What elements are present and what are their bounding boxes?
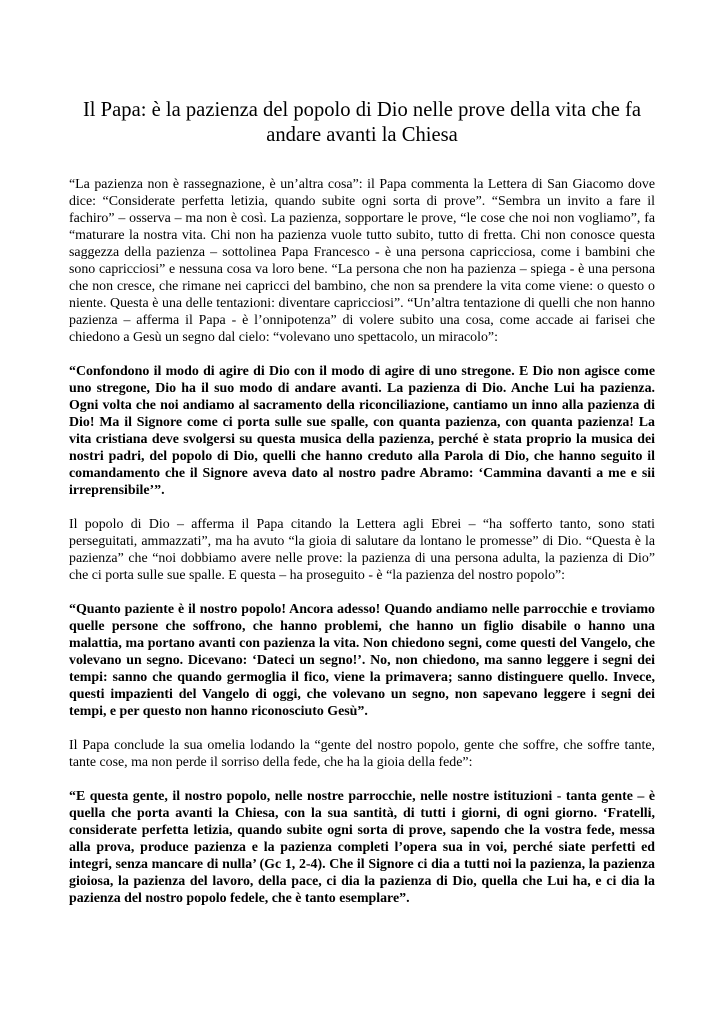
paragraph-intro: “La pazienza non è rassegnazione, è un’altra cosa”: il Papa commenta la Lettera di San Giacomo dove dice: “Considerate perfetta letizia, quando subite ogni sorta di prove”. “Sembra un invito a fare il fachiro” – osserva – ma non è così. La pazienza, sopportare le prove, “le cose che noi non vogliamo”, fa “maturare la nostra vita. Chi non ha pazienza vuole tutto subito, tutto di fretta. Chi non conosce questa saggezza della pazienza – sottolinea Papa Francesco - è una persona capricciosa, come i bambini che sono capricciosi” e nessuna cosa va loro bene. “La persona che non ha pazienza – spiega - è una persona che non cresce, che rimane nei capricci del bambino, che non sa prendere la vita come viene: o questo o niente. Questa è una delle tentazioni: diventare capricciosi”. “Un’altra tentazione di quelli che non hanno pazienza – afferma il Papa - è l’onnipotenza” di volere subito una cosa, come accade ai farisei che chiedono a Gesù un segno dal cielo: “volevano uno spettacolo, un miracolo”: [69, 177, 655, 345]
quote-paragraph-3: “E questa gente, il nostro popolo, nelle nostre parrocchie, nelle nostre istituzioni - tanta gente – è quella che porta avanti la Chiesa, con la sua santità, di tutti i giorni, di ogni giorno. ‘Fratelli, considerate perfetta letizia, quando subite ogni sorta di prove, sapendo che la vostra fede, messa alla prova, produce pazienza e la pazienza completi l’opera sua in voi, perché siate perfetti ed integri, senza mancare di nulla’ (Gc 1, 2-4). Che il Signore ci dia a tutti noi la pazienza, la pazienza gioiosa, la pazienza del lavoro, della pace, ci dia la pazienza di Dio, quella che Lui ha, e ci dia la pazienza del nostro popolo fedele, che è tanto esemplare”. [69, 789, 655, 906]
quote-paragraph-2: “Quanto paziente è il nostro popolo! Ancora adesso! Quando andiamo nelle parrocchie e troviamo quelle persone che soffrono, che hanno problemi, che hanno un figlio disabile o hanno una malattia, ma portano avanti con pazienza la vita. Non chiedono segni, come questi del Vangelo, che volevano un segno. Dicevano: ‘Dateci un segno!’. No, non chiedono, ma sanno leggere i segni dei tempi: sanno che quando germoglia il fico, viene la primavera; sanno distinguere quello. Invece, questi impazienti del Vangelo di oggi, che volevano un segno, non sapevano leggere i segni dei tempi, e per questo non hanno riconosciuto Gesù”. [69, 602, 655, 719]
spacer [69, 346, 655, 363]
article-title: Il Papa: è la pazienza del popolo di Dio nelle prove della vita che fa andare avanti la Chiesa [82, 99, 642, 146]
paragraph-popolo: Il popolo di Dio – afferma il Papa citando la Lettera agli Ebrei – “ha sofferto tanto, sono stati perseguitati, ammazzati”, ma ha avuto “la gioia di salutare da lontano le promesse” di Dio. “Questa è la pazienza” che “noi dobbiamo avere nelle prove: la pazienza di una persona adulta, la pazienza di Dio” che ci porta sulle sue spalle. E questa – ha proseguito - è “la pazienza del nostro popolo”: [69, 517, 655, 583]
spacer [69, 771, 655, 788]
spacer [69, 148, 655, 176]
document-page [69, 98, 655, 907]
paragraph-conclusion: Il Papa conclude la sua omelia lodando la “gente del nostro popolo, gente che soffre, che soffre tante, tante cose, ma non perde il sorriso della fede, che ha la gioia della fede”: [69, 738, 655, 770]
spacer [69, 499, 655, 516]
quote-paragraph-1: “Confondono il modo di agire di Dio con il modo di agire di uno stregone. E Dio non agisce come uno stregone, Dio ha il suo modo di andare avanti. La pazienza di Dio. Anche Lui ha pazienza. Ogni volta che noi andiamo al sacramento della riconciliazione, cantiamo un inno alla pazienza di Dio! Ma il Signore come ci porta sulle sue spalle, con quanta pazienza, con quanta pazienza! La vita cristiana deve svolgersi su questa musica della pazienza, perché è stata proprio la musica dei nostri padri, del popolo di Dio, quelli che hanno creduto alla Parola di Dio, che hanno seguito il comandamento che il Signore aveva dato al nostro padre Abramo: ‘Cammina davanti a me e sii irreprensibile’”. [69, 364, 655, 498]
spacer [69, 584, 655, 601]
spacer [69, 720, 655, 737]
